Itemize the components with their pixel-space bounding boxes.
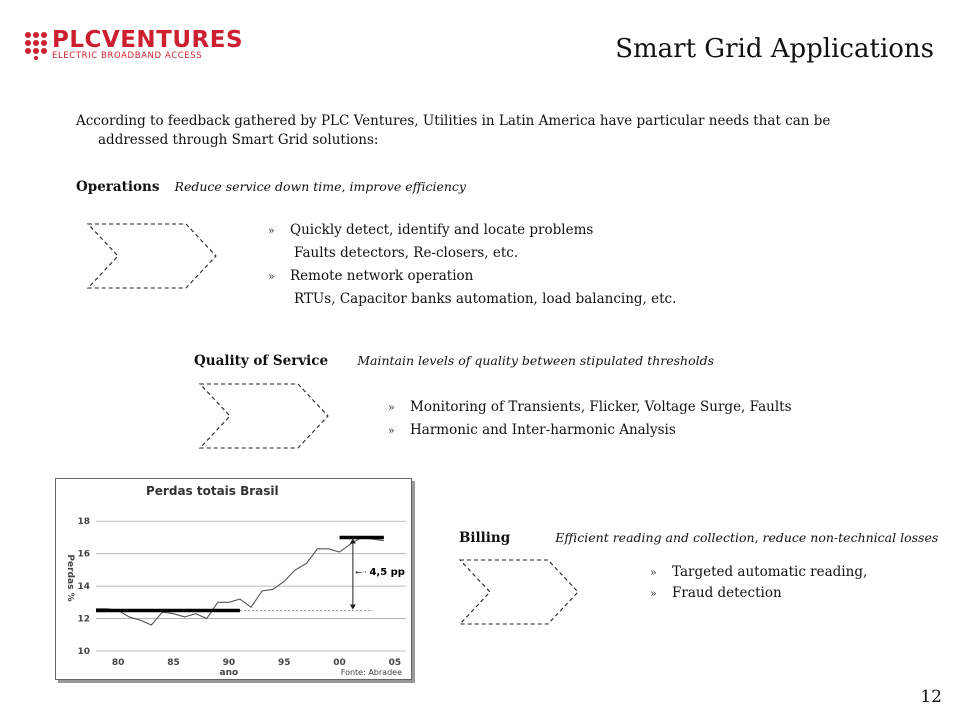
quality-bullet-2-text: Harmonic and Inter-harmonic Analysis <box>410 422 676 438</box>
operations-bullet-2-text: Remote network operation <box>290 268 474 284</box>
billing-chevron-icon <box>458 558 582 626</box>
billing-bullet-2-text: Fraud detection <box>672 585 782 601</box>
x-tick-label: 05 <box>388 658 402 668</box>
chart-source: Fonte: Abradee <box>340 668 402 677</box>
bullet-marker: » <box>388 401 395 414</box>
x-tick-label: 80 <box>111 658 125 668</box>
x-tick-label: 85 <box>167 658 180 668</box>
quality-bullet-1 <box>388 396 792 419</box>
y-tick-label: 14 <box>77 582 90 593</box>
billing-bullet-2 <box>650 583 867 604</box>
bullet-marker: » <box>650 566 657 579</box>
x-tick-label: 95 <box>277 658 291 668</box>
operations-description: Reduce service down time, improve efficiency <box>174 179 466 194</box>
slide-title: Smart Grid Applications <box>615 34 934 64</box>
bullet-marker: » <box>650 587 657 600</box>
logo-mark-icon <box>24 30 48 60</box>
y-tick-label: 18 <box>77 517 90 528</box>
billing-list <box>650 562 867 604</box>
intro-line-2: addressed through Smart Grid solutions: <box>98 132 379 148</box>
billing-label: Billing <box>459 530 511 546</box>
logo-tagline: ELECTRIC BROADBAND ACCESS <box>52 51 203 61</box>
billing-header <box>459 527 938 546</box>
quality-bullet-1-text: Monitoring of Transients, Flicker, Voltage Surge, Faults <box>410 399 792 415</box>
intro-line-1: According to feedback gathered by PLC Ventures, Utilities in Latin America have particular needs that can be <box>76 113 831 129</box>
operations-label: Operations <box>76 179 160 195</box>
losses-chart <box>55 478 412 680</box>
company-logo <box>24 27 254 64</box>
bullet-marker: » <box>388 424 395 437</box>
x-axis-label: ano <box>219 668 239 678</box>
logo-name: PLCVENTURES <box>52 27 244 53</box>
quality-label: Quality of Service <box>194 353 329 369</box>
quality-chevron-icon <box>198 382 332 450</box>
operations-sub-2: RTUs, Capacitor banks automation, load balancing, etc. <box>294 291 677 307</box>
quality-list <box>388 396 792 442</box>
quality-bullet-2 <box>388 419 792 442</box>
y-tick-label: 16 <box>77 549 90 560</box>
x-tick-label: 00 <box>333 658 346 668</box>
operations-header <box>76 176 466 195</box>
operations-bullet-2 <box>268 265 676 288</box>
operations-sub-1: Faults detectors, Re-closers, etc. <box>294 245 519 261</box>
intro-paragraph <box>76 112 876 150</box>
quality-header <box>194 350 714 369</box>
billing-description: Efficient reading and collection, reduce non-technical losses <box>555 530 939 545</box>
operations-bullet-1 <box>268 219 676 242</box>
page-number: 12 <box>920 687 942 707</box>
losses-chart-svg <box>56 479 411 679</box>
y-axis-label: Perdas % <box>65 554 75 602</box>
billing-bullet-1-text: Targeted automatic reading, <box>672 564 868 580</box>
operations-chevron-icon <box>86 222 220 290</box>
x-tick-label: 90 <box>222 658 236 668</box>
y-tick-label: 10 <box>77 647 90 657</box>
bullet-marker: » <box>268 270 275 283</box>
quality-description: Maintain levels of quality between stipulated thresholds <box>357 353 715 368</box>
bullet-marker: » <box>268 224 275 237</box>
annotation-marker: ←·· <box>355 567 367 577</box>
annotation-label: 4,5 pp <box>369 566 405 578</box>
operations-bullet-1-text: Quickly detect, identify and locate problems <box>290 222 594 238</box>
chart-background <box>56 479 411 679</box>
chart-title: Perdas totais Brasil <box>146 484 279 498</box>
billing-bullet-1 <box>650 562 867 583</box>
operations-list <box>268 219 676 311</box>
y-tick-label: 12 <box>77 614 90 625</box>
